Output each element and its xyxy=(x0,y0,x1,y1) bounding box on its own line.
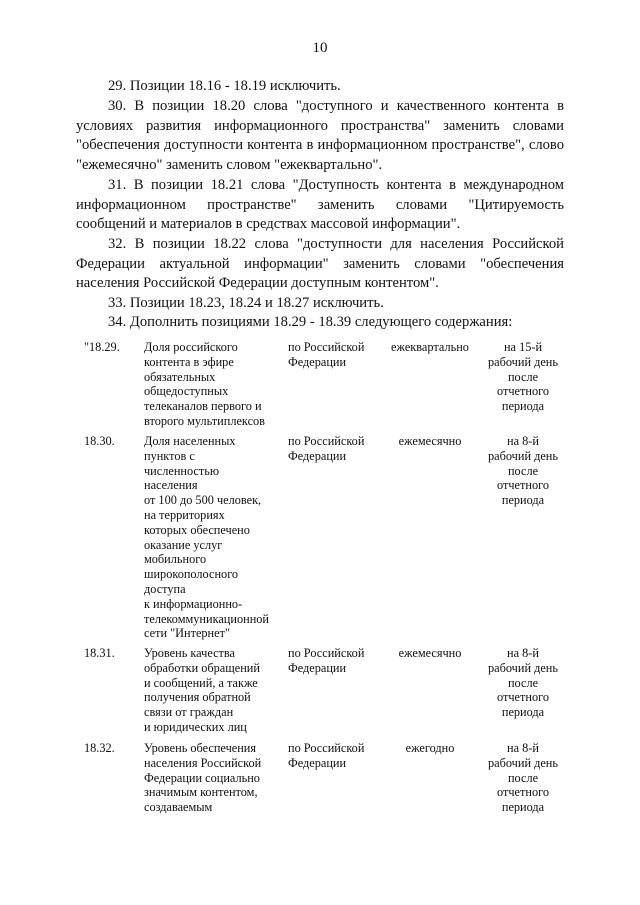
position-number: 18.30. xyxy=(84,434,115,448)
deadline: на 15-й рабочий день после отчетного периода xyxy=(487,340,559,414)
paragraph-34: 34. Дополнить позициями 18.29 - 18.39 следующего содержания: xyxy=(108,314,513,330)
indicator-name: Доля российского контента в эфире обязательных общедоступных телеканалов первого и второго мультиплексов xyxy=(144,340,265,428)
paragraph-31: 31. В позиции 18.21 слова "Доступность контента в международном информационном пространстве" заменить словами "Цитируемость сообщений и материалов в средствах массовой информации". xyxy=(76,177,564,233)
deadline: на 8-й рабочий день после отчетного периода xyxy=(487,434,559,508)
frequency: ежеквартально xyxy=(391,340,469,354)
position-number: 18.32. xyxy=(84,741,115,755)
indicator-name: Уровень обеспечения населения Российской Федерации социально значимым контентом, создаваемым xyxy=(144,741,262,815)
position-number: 18.31. xyxy=(84,646,115,660)
indicator-name: Доля населенных пунктов с численностью населения от 100 до 500 человек, на территориях которых обеспечено оказание услуг мобильного широкополосного доступа к информационно- телекоммуникационной сети "Интернет" xyxy=(144,434,270,641)
paragraph-32: 32. В позиции 18.22 слова "доступности для населения Российской Федерации актуальной информации" заменить словами "обеспечения населения Российской Федерации доступным контентом". xyxy=(76,236,564,292)
territory-level: по Российской Федерации xyxy=(288,434,365,463)
indicator-name: Уровень качества обработки обращений и сообщений, а также получения обратной связи от граждан и юридических лиц xyxy=(144,646,260,734)
deadline: на 8-й рабочий день после отчетного периода xyxy=(487,741,559,815)
paragraph-30: 30. В позиции 18.20 слова "доступного и качественного контента в условиях развития информационного пространства" заменить словами "обеспечения доступности контента в информационном пространстве", слово "ежемесячно" заменить словом "ежеквартально". xyxy=(76,98,564,174)
territory-level: по Российской Федерации xyxy=(288,741,365,770)
frequency: ежегодно xyxy=(405,741,455,755)
page-number: 10 xyxy=(312,40,328,56)
paragraph-29: 29. Позиции 18.16 - 18.19 исключить. xyxy=(108,78,341,94)
frequency: ежемесячно xyxy=(398,646,462,660)
territory-level: по Российской Федерации xyxy=(288,646,365,675)
territory-level: по Российской Федерации xyxy=(288,340,365,369)
paragraph-33: 33. Позиции 18.23, 18.24 и 18.27 исключить. xyxy=(108,295,384,311)
position-number: "18.29. xyxy=(84,340,120,354)
frequency: ежемесячно xyxy=(398,434,462,448)
deadline: на 8-й рабочий день после отчетного периода xyxy=(487,646,559,720)
